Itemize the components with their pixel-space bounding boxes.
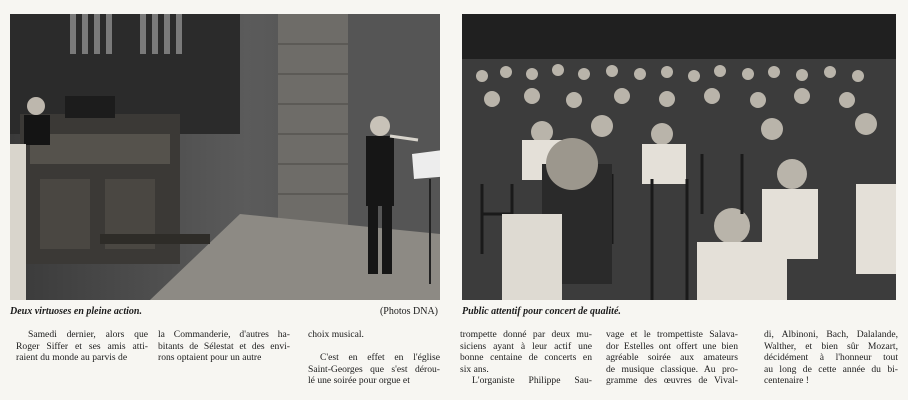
article-line: dor Estelles ont offert une bien	[606, 340, 738, 352]
article-column-4	[460, 329, 592, 387]
photo-audience-image	[462, 14, 896, 300]
article-line: raient du monde au parvis de	[16, 352, 128, 363]
article-line: C'est en effet en l'église	[320, 352, 440, 363]
article-line: lé une soirée pour orgue et	[308, 375, 410, 386]
article-line: Samedi dernier, alors que	[28, 329, 148, 340]
article-line: agréable soirée aux amateurs	[606, 352, 738, 363]
article-line: Roger Siffer et ses amis atti-	[16, 340, 148, 352]
article-line: bonne centaine de concerts en	[460, 352, 592, 363]
article-line: bitants de Sélestat et des envi-	[158, 340, 290, 352]
article-column-5	[606, 329, 738, 387]
article-line: choix musical.	[308, 329, 364, 340]
article-line: Walther, et bien sûr Mozart,	[764, 340, 898, 352]
article-line: di, Albinoni, Bach, Dalalande,	[764, 329, 898, 340]
article-line: au long de cette année du bi-	[764, 363, 898, 375]
photo-organ-and-trumpet	[10, 14, 440, 300]
article-line: de musique classique. Au pro-	[606, 363, 738, 375]
photo-audience	[462, 14, 896, 300]
article-column-2	[158, 329, 290, 364]
paragraph-gap	[308, 341, 440, 353]
article-column-1	[16, 329, 148, 364]
article-line: rons optaient pour un autre	[158, 352, 262, 363]
photo-credit: (Photos DNA)	[379, 306, 438, 317]
article-line: vage et le trompettiste Salava-	[606, 329, 738, 340]
photo-organ-and-trumpet-image	[10, 14, 440, 300]
article-line: centenaire !	[764, 375, 810, 386]
article-line: L'organiste Philippe Sau-	[472, 375, 592, 386]
caption-left: Deux virtuoses en pleine action.	[10, 306, 142, 317]
caption-right: Public attentif pour concert de qualité.	[462, 306, 621, 317]
article-line: la Commanderie, d'autres ha-	[158, 329, 290, 340]
article-line: six ans.	[460, 363, 489, 375]
article-line: décidément à l'honneur tout	[764, 352, 898, 363]
article-column-3	[308, 329, 440, 387]
article-column-6	[764, 329, 898, 387]
article-line: siciens ayant à leur actif une	[460, 340, 592, 352]
article-line: Saint-Georges que s'est dérou-	[308, 363, 440, 375]
article-line: trompette donné par deux mu-	[460, 329, 592, 340]
article-line: gramme des œuvres de Vival-	[606, 375, 738, 386]
